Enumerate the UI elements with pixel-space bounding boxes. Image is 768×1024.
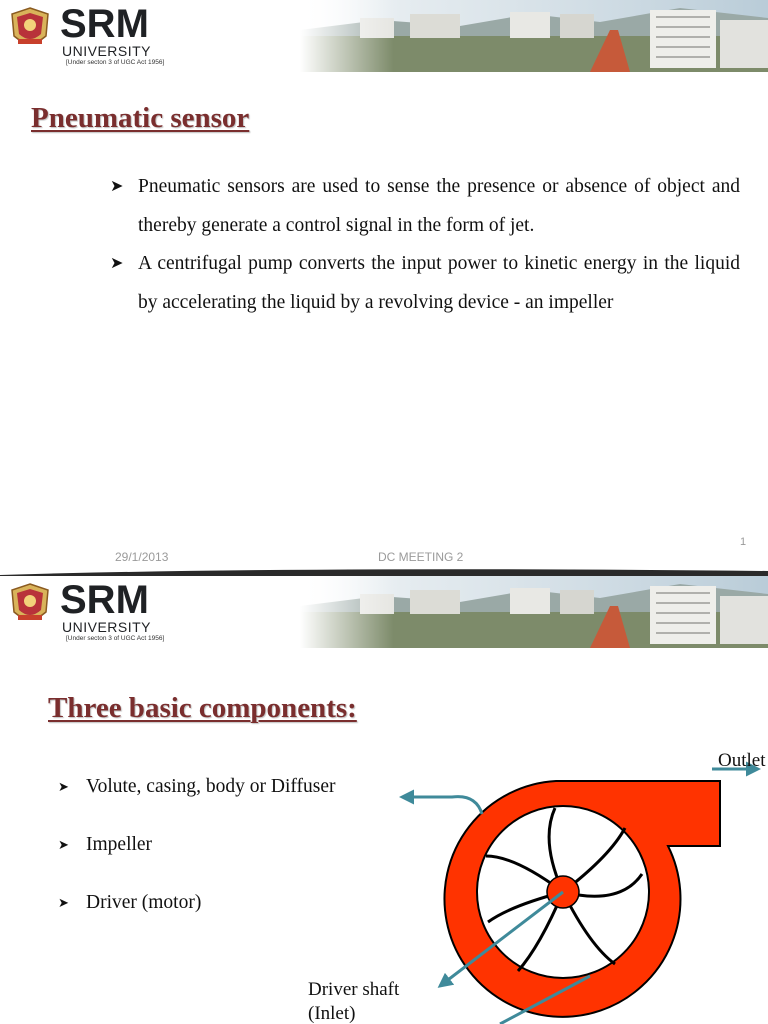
brand-act-note: [Under secton 3 of UGC Act 1956] bbox=[66, 635, 165, 642]
bullet-item bbox=[110, 245, 740, 322]
bullet-text: Driver (motor) bbox=[86, 892, 202, 913]
brand-subtitle: UNIVERSITY bbox=[62, 619, 152, 635]
bullet-text: A centrifugal pump converts the input power to kinetic energy in the liquid by accelerating the liquid by a revolving device - an impeller bbox=[138, 253, 740, 313]
page-number: 1 bbox=[740, 536, 747, 548]
slide-header bbox=[0, 0, 768, 75]
bullet-text: Impeller bbox=[86, 834, 153, 855]
bullet-text: Pneumatic sensors are used to sense the presence or absence of object and thereby generate a control signal in the form of jet. bbox=[138, 176, 740, 236]
slide-title: Pneumatic sensor bbox=[31, 102, 250, 134]
arrow-bullet-icon: ➤ bbox=[58, 837, 69, 852]
footer-date: 29/1/2013 bbox=[115, 550, 169, 564]
arrow-bullet-icon: ➤ bbox=[58, 779, 69, 794]
bullet-text: Volute, casing, body or Diffuser bbox=[86, 776, 336, 797]
driver-shaft-label: Driver shaft bbox=[308, 979, 400, 1000]
footer-title: DC MEETING 2 bbox=[378, 550, 464, 564]
brand-name: SRM bbox=[60, 2, 149, 46]
outlet-label: Outlet bbox=[718, 750, 766, 771]
inlet-label: (Inlet) bbox=[308, 1003, 356, 1024]
brand-name: SRM bbox=[60, 578, 149, 622]
bullet-item bbox=[110, 168, 740, 245]
slide-2 bbox=[0, 576, 768, 1024]
brand-act-note: [Under secton 3 of UGC Act 1956] bbox=[66, 59, 165, 66]
arrow-bullet-icon: ➤ bbox=[58, 895, 69, 910]
slide-title: Three basic components: bbox=[48, 692, 357, 724]
campus-banner-image bbox=[300, 0, 768, 72]
centrifugal-pump-diagram bbox=[0, 576, 768, 1024]
srm-crest-logo bbox=[8, 6, 52, 50]
arrow-bullet-icon: ➤ bbox=[110, 255, 124, 272]
brand-subtitle: UNIVERSITY bbox=[62, 43, 152, 59]
slide-divider bbox=[0, 568, 768, 576]
arrow-bullet-icon: ➤ bbox=[110, 178, 124, 195]
bullet-list bbox=[110, 168, 740, 322]
